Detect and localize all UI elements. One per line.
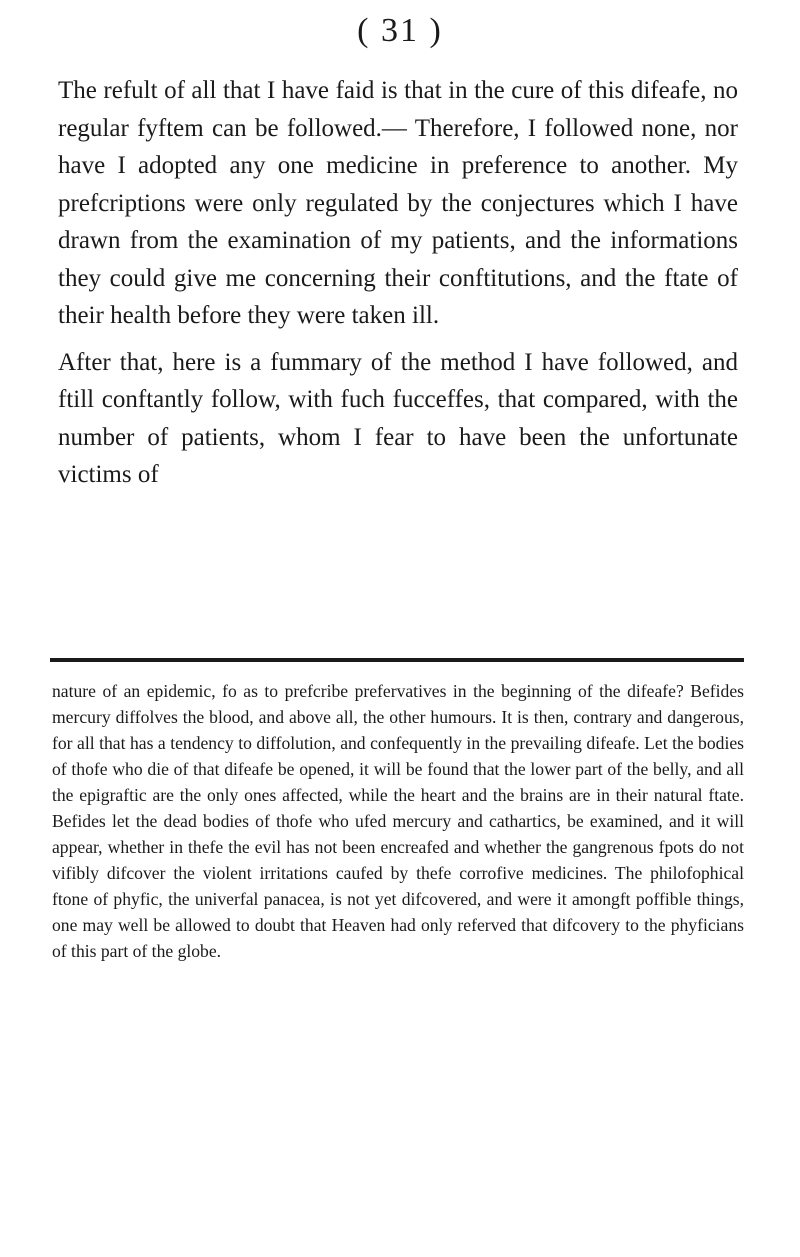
paragraph-2: After that, here is a fummary of the method I have followed, and ftill conftantly follow, with fuch fucceffes, that compared, with the number of patients, whom I fear to have been the unfortunate victims of [58,348,738,488]
footnote-text: nature of an epidemic, fo as to prefcribe prefervatives in the beginning of the difeafe? Befides mercury diffolves the blood, and above all, the other humours. It is then, contrary and dangerous, for all that has a tendency to diffolution, and confequently in the prevailing difeafe. Let the bodies of thofe who die of that difeafe be opened, it will be found that the lower part of the belly, and all the epigraftic are the only ones affected, while the heart and the brains are in their natural ftate. Befides let the dead bodies of thofe who ufed mercury and cathartics, be examined, and it will appear, whether in thefe the evil has not been encreafed and whether the gangrenous fpots do not vifibly difcover the violent irritations caufed by thefe corrofive medicines. The philofophical ftone of phyfic, the univerfal panacea, is not yet difcovered, and were it amongft poffible things, one may well be allowed to doubt that Heaven had only referved that difcovery to the phyficians of this part of the globe. [52,681,744,961]
footnote [52,678,744,964]
paragraph-1: The refult of all that I have faid is that in the cure of this difeafe, no regular fyftem can be followed.— Therefore, I followed none, nor have I adopted any one medicine in preference to another. My prefcriptions were only regulated by the conjectures which I have drawn from the examination of my patients, and the informations they could give me concerning their conftitutions, and the ftate of their health before they were taken ill. [58,77,738,329]
main-text [58,72,738,494]
page-number: ( 31 ) [357,12,443,49]
footnote-divider [50,658,744,662]
